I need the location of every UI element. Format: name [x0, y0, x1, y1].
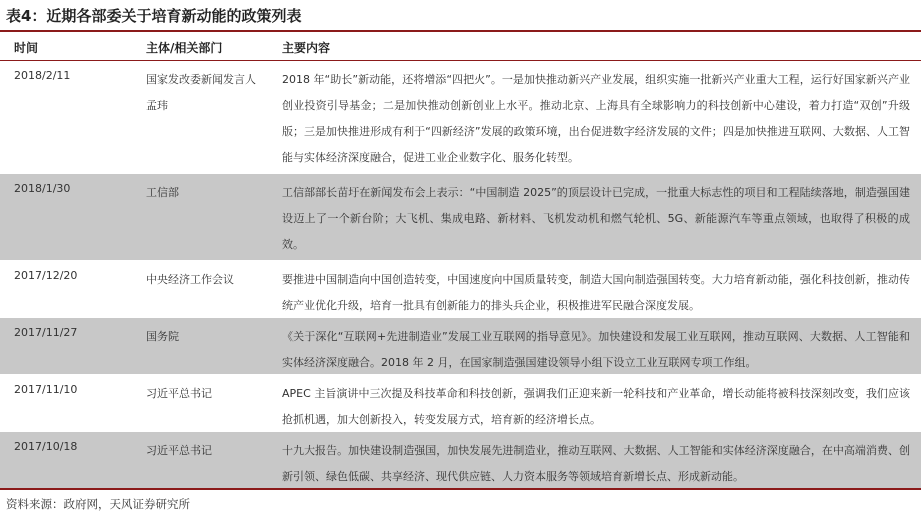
- row-dept: 习近平总书记: [146, 444, 212, 457]
- header-time: 时间: [14, 41, 39, 55]
- bottom-rule: [0, 488, 921, 490]
- row-content: 《关于深化“互联网+先进制造业”发展工业互联网的指导意见》。加快建设和发展工业互联网，推动互联网、大数据、人工智能和实体经济深度融合。2018 年 2 月，在国家制造强国建设领导小组下设立工业互联网专项工作组。: [282, 330, 910, 369]
- table-row: [0, 432, 921, 488]
- row-content: 要推进中国制造向中国创造转变，中国速度向中国质量转变，制造大国向制造强国转变。大力培育新动能，强化科技创新，推动传统产业优化升级，培育一批具有创新能力的排头兵企业，积极推进军民融合深度发展。: [282, 273, 910, 312]
- table-row: [0, 61, 921, 173]
- row-content: APEC 主旨演讲中三次提及科技革命和科技创新，强调我们正迎来新一轮科技和产业革命，增长动能将被科技深刻改变，我们应该抢抓机遇，加大创新投入，转变发展方式，培育新的经济增长点。: [282, 387, 910, 426]
- table-row: [0, 318, 921, 374]
- source-note: 资料来源：政府网，天风证券研究所: [6, 497, 190, 511]
- row-dept: 国家发改委新闻发言人孟玮: [146, 73, 256, 112]
- row-dept: 工信部: [146, 186, 179, 199]
- table-title: 表4：近期各部委关于培育新动能的政策列表: [6, 7, 302, 25]
- table-row: [0, 261, 921, 317]
- row-date: 2017/12/20: [14, 269, 78, 282]
- table-row: [0, 375, 921, 431]
- row-content: 工信部部长苗圩在新闻发布会上表示：“中国制造 2025”的顶层设计已完成，一批重大标志性的项目和工程陆续落地，制造强国建设迈上了一个新台阶；大飞机、集成电路、新材料、飞机发动机和燃气轮机、5G、新能源汽车等重点领域，也取得了积极的成效。: [282, 186, 910, 251]
- row-date: 2018/1/30: [14, 182, 71, 195]
- header-dept: 主体/相关部门: [146, 41, 223, 55]
- table-header: [0, 32, 921, 60]
- row-content: 2018 年“助长”新动能，还将增添“四把火”。一是加快推动新兴产业发展，组织实施一批新兴产业重大工程，运行好国家新兴产业创业投资引导基金；二是加快推动创新创业上水平。推动北京、上海具有全球影响力的科技创新中心建设，着力打造“双创”升级版；三是加快推进形成有利于“四新经济”发展的政策环境，出台促进数字经济发展的文件；四是加快推进互联网、大数据、人工智能与实体经济深度融合，促进工业企业数字化、服务化转型。: [282, 73, 910, 164]
- row-content: 十九大报告。加快建设制造强国，加快发展先进制造业，推动互联网、大数据、人工智能和实体经济深度融合，在中高端消费、创新引领、绿色低碳、共享经济、现代供应链、人力资本服务等领域培育新增长点、形成新动能。: [282, 444, 910, 483]
- header-content: 主要内容: [282, 41, 331, 55]
- row-dept: 国务院: [146, 330, 179, 343]
- row-date: 2017/11/10: [14, 383, 78, 396]
- table-row: [0, 174, 921, 260]
- row-dept: 中央经济工作会议: [146, 273, 234, 286]
- row-dept: 习近平总书记: [146, 387, 212, 400]
- row-date: 2017/10/18: [14, 440, 78, 453]
- row-date: 2018/2/11: [14, 69, 71, 82]
- row-date: 2017/11/27: [14, 326, 78, 339]
